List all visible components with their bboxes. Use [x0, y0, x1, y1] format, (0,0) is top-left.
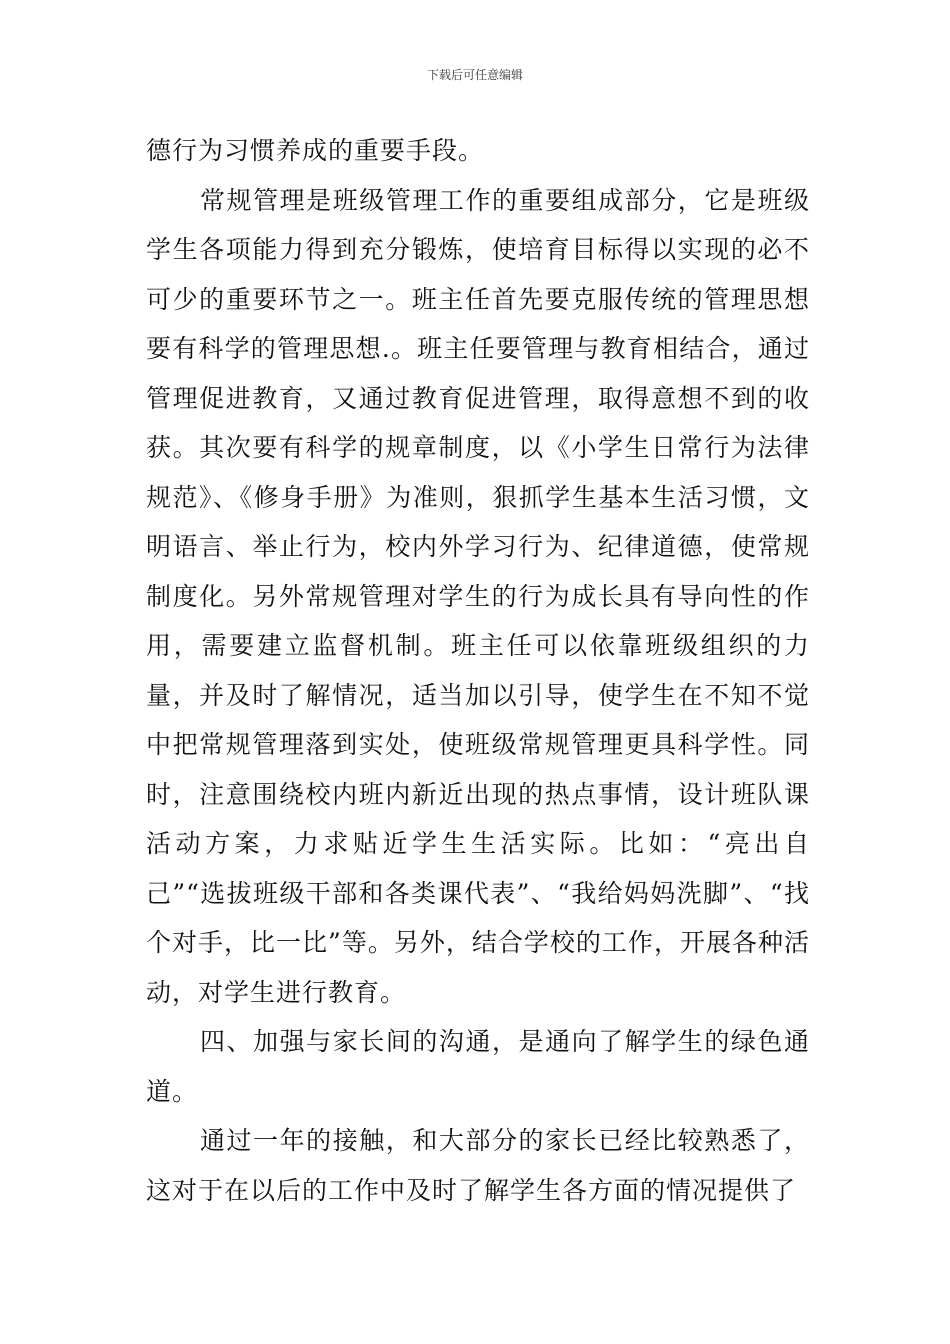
page-header: 下载后可任意编辑: [426, 68, 523, 82]
paragraph-parent-communication: 通过一年的接触，和大部分的家长已经比较熟悉了，这对于在以后的工作中及时了解学生各方面的情况提供了: [146, 1126, 810, 1205]
paragraph-routine-management: 常规管理是班级管理工作的重要组成部分，它是班级学生各项能力得到充分锻炼，使培育目标得以实现的必不可少的重要环节之一。班主任首先要克服传统的管理思想要有科学的管理思想.。班主任要管理与教育相结合，通过管理促进教育，又通过教育促进管理，取得意想不到的收获。其次要有科学的规章制度，以《小学生日常行为法律规范》、《修身手册》为准则，狠抓学生基本生活习惯，文明语言、举止行为，校内外学习行为、纪律道德，使常规制度化。另外常规管理对学生的行为成长具有导向性的作用，需要建立监督机制。班主任可以依靠班级组织的力量，并及时了解情况，适当加以引导，使学生在不知不觉中把常规管理落到实处，使班级常规管理更具科学性。同时，注意围绕校内班内新近出现的热点事情，设计班队课活动方案，力求贴近学生生活实际。比如：“亮出自己”“选拔班级干部和各类课代表”、“我给妈妈洗脚”、“找个对手，比一比”等。另外，结合学校的工作，开展各种活动，对学生进行教育。: [146, 185, 810, 1007]
document-body: [146, 126, 810, 1215]
paragraph-section-four-heading: 四、加强与家长间的沟通，是通向了解学生的绿色通道。: [146, 1027, 810, 1106]
paragraph-continuation: 德行为习惯养成的重要手段。: [146, 136, 485, 165]
